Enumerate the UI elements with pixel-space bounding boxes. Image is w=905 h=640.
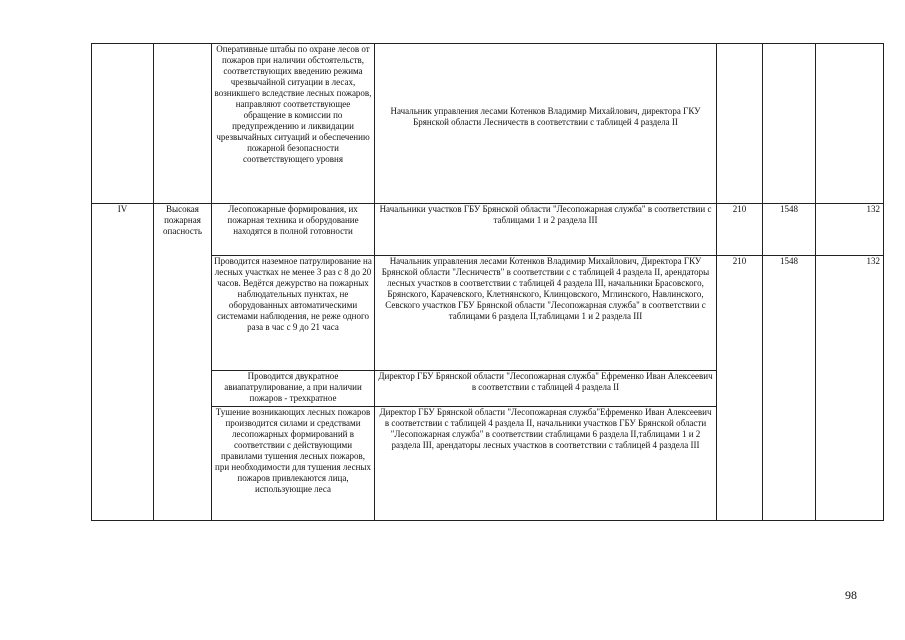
responsible-cell: Начальник управления лесами Котенков Владимир Михайлович, директора ГКУ Брянской области Лесничеств в соответствии с таблицей 4 раздела II <box>375 44 717 204</box>
table-row <box>92 44 884 204</box>
measure-cell: Проводится наземное патрулирование на лесных участках не менее 3 раз с 8 до 20 часов. Ведётся дежурство на пожарных наблюдательных пунктах, не оборудованных автоматическими системами наблюдения, не реже одного раза в час с 9 до 21 часа <box>212 256 375 371</box>
table-row <box>92 204 884 256</box>
responsible-cell: Директор ГБУ Брянской области "Лесопожарная служба"Ефременко Иван Алексеевич в соответствии с таблицей 4 раздела II, начальники участков ГБУ Брянской области "Лесопожарная служба" в соответствии стаблицами 6 раздела II,таблицами 1 и 2 раздела III, арендаторы лесных участков в соответствии с таблицей 4 раздела III <box>375 407 717 521</box>
measure-cell: Тушение возникающих лесных пожаров производится силами и средствами лесопожарных формирований в соответствии с действующими правилами тушения лесных пожаров, при необходимости для тушения лесных пожаров привлекаются лица, использующие леса <box>212 407 375 521</box>
level-cell: IV <box>92 204 154 521</box>
responsible-cell: Начальники участков ГБУ Брянской области "Лесопожарная служба" в соответствии с таблицами 1 и 2 раздела III <box>375 204 717 256</box>
value-cell: 1548 <box>763 204 816 256</box>
measure-cell: Оперативные штабы по охране лесов от пожаров при наличии обстоятельств, соответствующих введению режима чрезвычайной ситуации в лесах, возникшего вследствие лесных пожаров, направляют соответствующее обращение в комиссии по предупреждению и ликвидации чрезвычайных ситуаций и обеспечению пожарной безопасности соответствующего уровня <box>212 44 375 204</box>
responsible-cell: Директор ГБУ Брянской области "Лесопожарная служба" Ефременко Иван Алексеевич в соответствии с таблицей 4 раздела II <box>375 371 717 407</box>
fire-measures-table <box>91 43 884 521</box>
responsible-cell: Начальник управления лесами Котенков Владимир Михайлович, Директора ГКУ Брянской области "Лесничеств" в соответствии с с таблицей 4 раздела II, арендаторы лесных участков в соответствии с таблицей 4 раздела III, начальники Брасовского, Брянского, Карачевского, Клетнянского, Клинцовского, Мглинского, Навлинского, Севского участков ГБУ Брянской области "Лесопожарная служба" в соответствии с таблицами 6 раздела II,таблицами 1 и 2 раздела III <box>375 256 717 371</box>
value-cell: 1548 <box>763 256 816 521</box>
value-cell: 210 <box>717 256 763 521</box>
value-cell: 132 <box>816 256 884 521</box>
empty-cell <box>717 44 763 204</box>
value-cell: 132 <box>816 204 884 256</box>
value-cell: 210 <box>717 204 763 256</box>
measure-cell: Лесопожарные формирования, их пожарная техника и оборудование находятся в полной готовности <box>212 204 375 256</box>
empty-cell <box>92 44 154 204</box>
danger-label-cell: Высокая пожарная опасность <box>154 204 212 521</box>
measure-cell: Проводится двукратное авиапатрулирование, а при наличии пожаров - трехкратное <box>212 371 375 407</box>
empty-cell <box>816 44 884 204</box>
empty-cell <box>154 44 212 204</box>
empty-cell <box>763 44 816 204</box>
page-number: 98 <box>845 588 857 602</box>
